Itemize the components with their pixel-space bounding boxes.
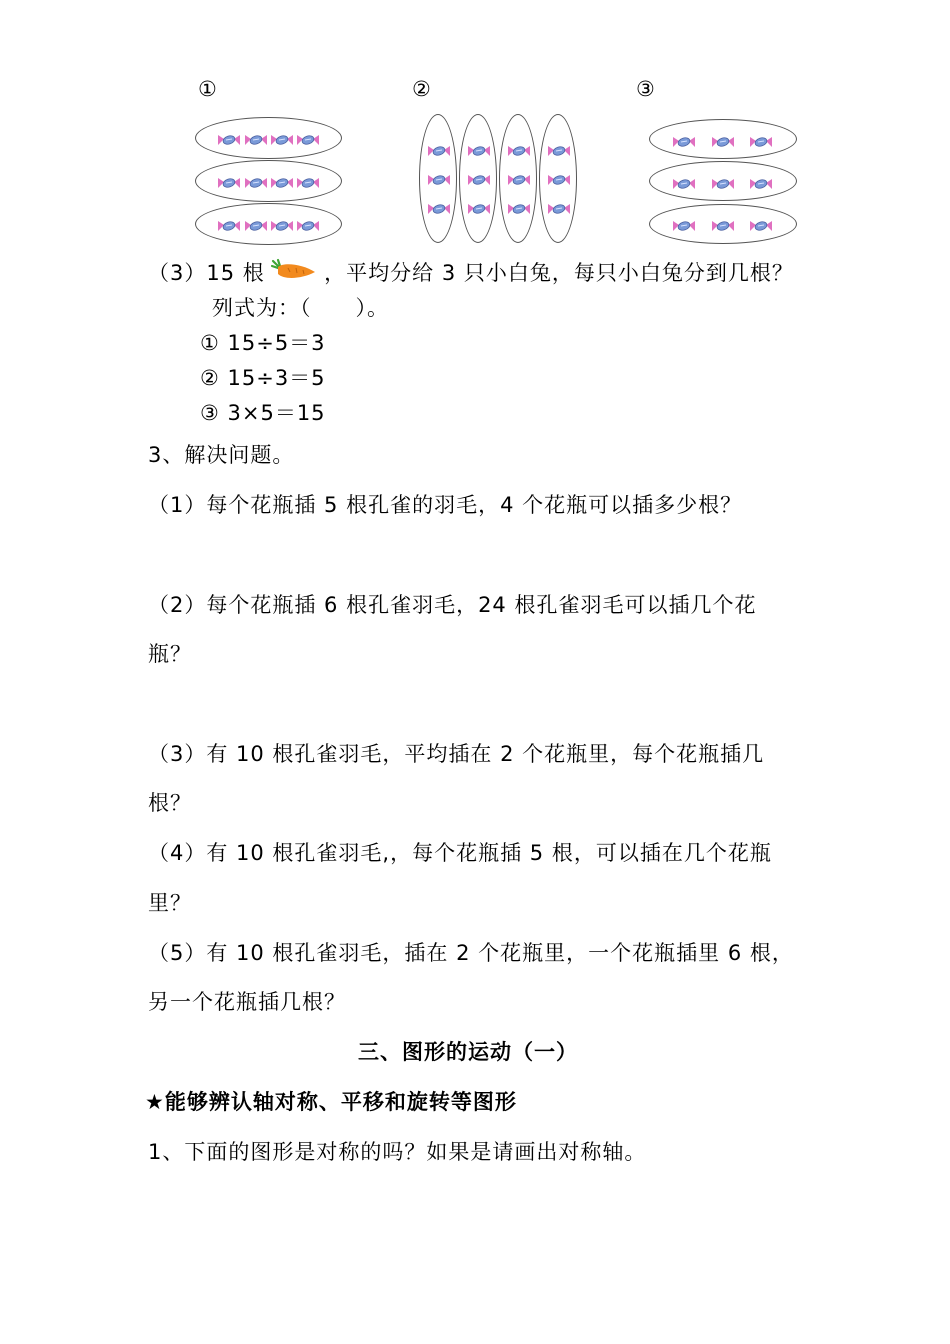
candy-icon [673, 133, 695, 145]
problem-2-cont: 瓶？ [148, 642, 192, 666]
group-label-2: ② [412, 77, 432, 101]
candy-icon [750, 217, 772, 229]
problem-3: （3）有 10 根孔雀羽毛，平均插在 2 个花瓶里，每个花瓶插几 [148, 742, 765, 766]
candy-icon [750, 175, 772, 187]
candy-icon [297, 131, 319, 143]
chapter-question-1: 1、下面的图形是对称的吗？如果是请画出对称轴。 [148, 1140, 647, 1164]
group-label-3: ③ [636, 77, 656, 101]
candy-icon [548, 171, 570, 183]
candy-icon [428, 200, 450, 212]
candy-icon [271, 217, 293, 229]
problem-5-cont: 另一个花瓶插几根？ [148, 990, 346, 1014]
candy-icon [548, 200, 570, 212]
candy-icon [750, 133, 772, 145]
problem-1: （1）每个花瓶插 5 根孔雀的羽毛，4 个花瓶可以插多少根？ [148, 493, 743, 517]
q3-prompt: 列式为：（ ）。 [212, 296, 389, 320]
section-title: 3、解决问题。 [148, 443, 295, 467]
problem-4-cont: 里？ [148, 891, 192, 915]
candy-icon [297, 174, 319, 186]
candy-icon [508, 200, 530, 212]
candy-icon [508, 171, 530, 183]
q3-line [148, 258, 794, 288]
carrot-icon [272, 260, 316, 282]
candy-icon [428, 171, 450, 183]
chapter-title: 三、图形的运动（一） [358, 1040, 578, 1064]
candy-icon [468, 171, 490, 183]
candy-icon [468, 200, 490, 212]
candy-icon [468, 142, 490, 154]
candy-icon [508, 142, 530, 154]
candy-icon [673, 217, 695, 229]
chapter-objective: ★能够辨认轴对称、平移和旋转等图形 [145, 1090, 517, 1114]
candy-icon [712, 133, 734, 145]
candy-icon [218, 131, 240, 143]
candy-icon [245, 217, 267, 229]
problem-5: （5）有 10 根孔雀羽毛，插在 2 个花瓶里，一个花瓶插里 6 根， [148, 941, 794, 965]
candy-icon [297, 217, 319, 229]
candy-icon [548, 142, 570, 154]
problem-2: （2）每个花瓶插 6 根孔雀羽毛，24 根孔雀羽毛可以插几个花 [148, 593, 757, 617]
candy-icon [271, 174, 293, 186]
candy-icon [712, 217, 734, 229]
q3-option-3: ③ 3×5＝15 [200, 401, 326, 425]
candy-icon [673, 175, 695, 187]
problem-3-cont: 根？ [148, 791, 192, 815]
q3-option-1: ① 15÷5＝3 [200, 331, 326, 355]
candy-icon [428, 142, 450, 154]
candy-icon [245, 131, 267, 143]
q3-option-2: ② 15÷3＝5 [200, 366, 326, 390]
candy-icon [712, 175, 734, 187]
candy-icon [218, 174, 240, 186]
candy-icon [218, 217, 240, 229]
candy-icon [271, 131, 293, 143]
candy-icon [245, 174, 267, 186]
q3-suffix: ，平均分给 3 只小白兔，每只小白兔分到几根？ [324, 261, 794, 285]
group-label-1: ① [198, 77, 218, 101]
q3-prefix: （3）15 根 [148, 261, 265, 285]
problem-4: （4）有 10 根孔雀羽毛,，每个花瓶插 5 根，可以插在几个花瓶 [148, 841, 772, 865]
